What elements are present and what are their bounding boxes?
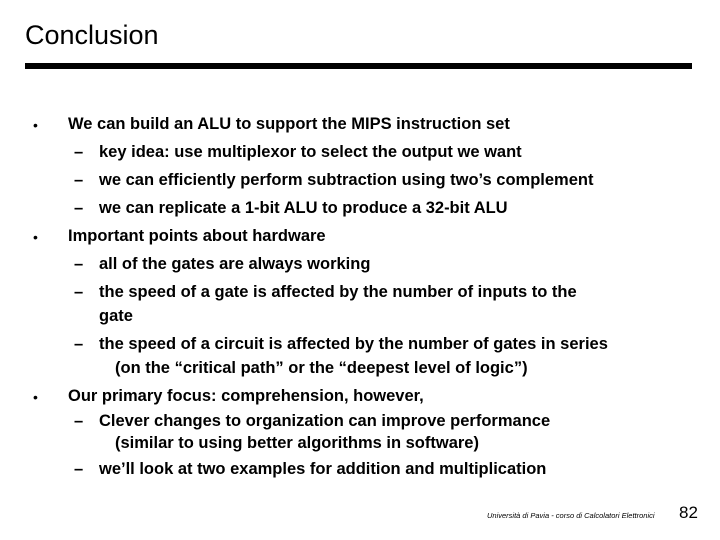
dash-marker: – (74, 335, 84, 353)
footer-text: Università di Pavia - corso di Calcolatori Elettronici (487, 511, 655, 520)
dash-marker: – (74, 255, 84, 273)
page-number: 82 (679, 503, 698, 522)
bullet-2-text: Important points about hardware (68, 227, 326, 245)
dash-marker: – (74, 412, 84, 430)
bullet-marker: • (33, 229, 38, 245)
bullet-3-sub-1: Clever changes to organization can improve performance (99, 412, 551, 430)
bullet-3-text: Our primary focus: comprehension, however, (68, 387, 424, 405)
bullet-2-sub-2: the speed of a gate is affected by the number of inputs to the (99, 283, 577, 301)
bullet-marker: • (33, 117, 38, 133)
dash-marker: – (74, 460, 84, 478)
title-rule (25, 63, 692, 69)
bullet-3-sub-1-cont: (similar to using better algorithms in software) (115, 434, 479, 452)
dash-marker: – (74, 199, 84, 217)
bullet-marker: • (33, 389, 38, 405)
bullet-1-sub-2: we can efficiently perform subtraction using two’s complement (99, 171, 594, 189)
dash-marker: – (74, 143, 84, 161)
dash-marker: – (74, 171, 84, 189)
bullet-2-sub-3-cont: (on the “critical path” or the “deepest level of logic”) (115, 359, 528, 377)
bullet-2-sub-3: the speed of a circuit is affected by the number of gates in series (99, 335, 608, 353)
bullet-2-sub-1: all of the gates are always working (99, 255, 371, 273)
dash-marker: – (74, 283, 84, 301)
bullet-1-sub-3: we can replicate a 1-bit ALU to produce a 32-bit ALU (99, 199, 508, 217)
bullet-2-sub-2-cont: gate (99, 307, 133, 325)
bullet-3-sub-2: we’ll look at two examples for addition and multiplication (99, 460, 547, 478)
bullet-1-text: We can build an ALU to support the MIPS instruction set (68, 115, 510, 133)
slide-title: Conclusion (25, 20, 159, 50)
bullet-1-sub-1: key idea: use multiplexor to select the output we want (99, 143, 522, 161)
